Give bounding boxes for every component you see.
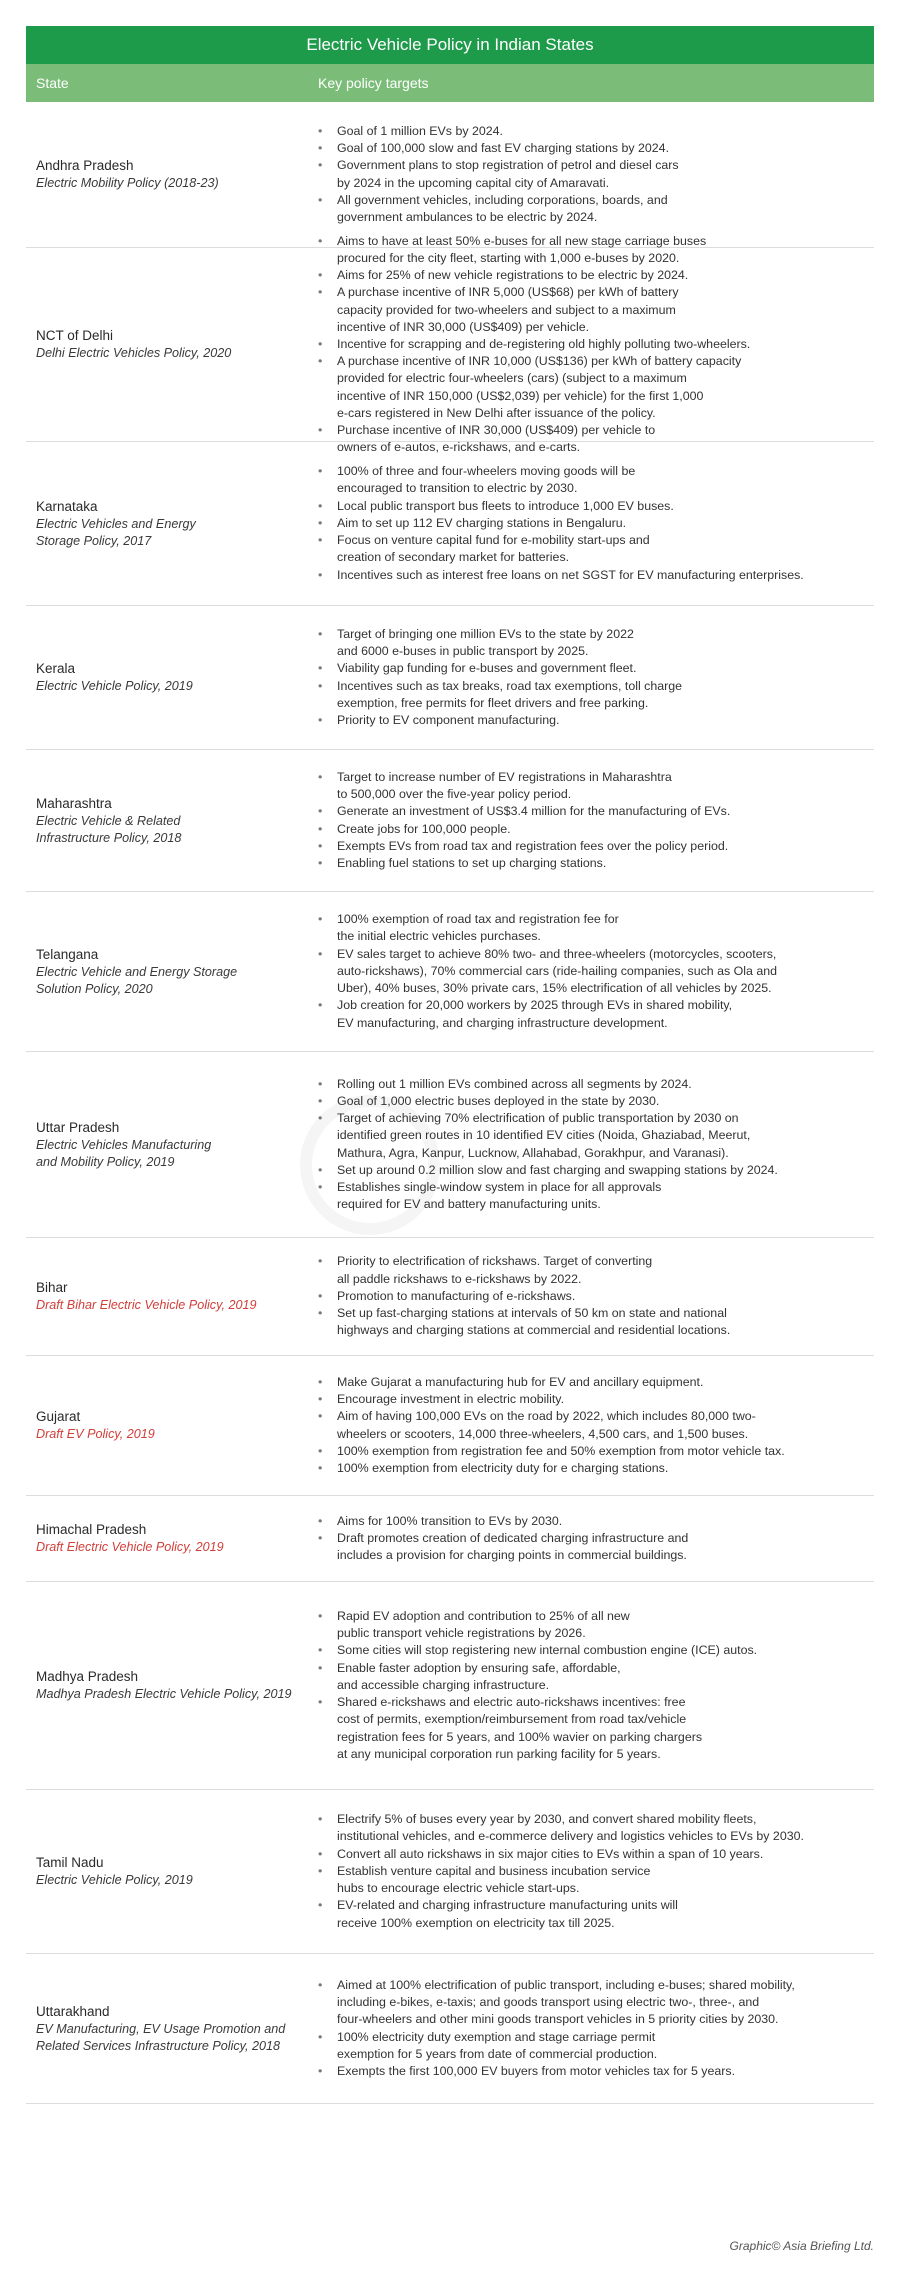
policy-target-item: • Local public transport bus fleets to introduce 1,000 EV buses.	[318, 498, 874, 515]
policy-name: Delhi Electric Vehicles Policy, 2020	[36, 346, 232, 360]
table-row	[26, 1356, 874, 1496]
state-cell	[26, 795, 318, 847]
policy-targets-list	[318, 463, 874, 583]
policy-name: Electric Vehicle and Energy Storage Solution Policy, 2020	[36, 964, 238, 996]
policy-name: Madhya Pradesh Electric Vehicle Policy, 2019	[36, 1687, 292, 1701]
table-row	[26, 892, 874, 1052]
table-header	[26, 64, 874, 102]
targets-column-header: Key policy targets	[318, 75, 429, 91]
policy-target-item: • Generate an investment of US$3.4 million for the manufacturing of EVs.	[318, 803, 874, 820]
table-row	[26, 442, 874, 606]
credit-text: Graphic© Asia Briefing Ltd.	[729, 2239, 874, 2253]
policy-target-item: • Job creation for 20,000 workers by 2025 through EVs in shared mobility, EV manufacturing, and charging infrastructure development.	[318, 997, 874, 1031]
state-cell	[26, 1408, 318, 1443]
state-name: Bihar	[36, 1280, 68, 1295]
policy-target-item: • Promotion to manufacturing of e-rickshaws.	[318, 1288, 874, 1305]
policy-target-item: • Create jobs for 100,000 people.	[318, 821, 874, 838]
table-row	[26, 1238, 874, 1356]
table-row	[26, 233, 874, 455]
policy-target-item: • Target of achieving 70% electrification of public transportation by 2030 on identified green routes in 10 identified EV cities (Noida, Ghaziabad, Meerut, Mathura, Agra, Kanpur, Lucknow, Allahabad, Gorakhpur, and Varanasi).	[318, 1110, 874, 1162]
policy-target-item: • Electrify 5% of buses every year by 2030, and convert shared mobility fleets, institutional vehicles, and e-commerce delivery and logistics vehicles to EVs by 2030.	[318, 1811, 874, 1845]
policy-target-item: • Goal of 1 million EVs by 2024.	[318, 123, 874, 140]
policy-targets-list	[318, 1076, 874, 1214]
policy-target-item: • Aim of having 100,000 EVs on the road by 2022, which includes 80,000 two- wheelers or scooters, 14,000 three-wheelers, 4,500 cars, and 1,500 buses.	[318, 1408, 874, 1442]
policy-target-item: • Encourage investment in electric mobility.	[318, 1391, 874, 1408]
table-row	[26, 102, 874, 248]
state-cell	[26, 1279, 318, 1314]
state-name: Telangana	[36, 946, 99, 962]
table-row	[26, 1954, 874, 2104]
policy-target-item: • Establish venture capital and business incubation service hubs to encourage electric vehicle start-ups.	[318, 1863, 874, 1897]
policy-target-item: • Focus on venture capital fund for e-mobility start-ups and creation of secondary market for batteries.	[318, 532, 874, 566]
state-name: Tamil Nadu	[36, 1855, 104, 1870]
policy-target-item: • EV sales target to achieve 80% two- and three-wheelers (motorcycles, scooters, auto-rickshaws), 70% commercial cars (ride-hailing companies, such as Ola and Uber), 40% buses, 30% private cars, 15% electrification of all vehicles by 2025.	[318, 946, 874, 998]
policy-name: Electric Vehicle & Related Infrastructure Policy, 2018	[36, 813, 182, 845]
policy-target-item: • Target to increase number of EV registrations in Maharashtra to 500,000 over the five-year policy period.	[318, 769, 874, 803]
policy-target-item: • Set up around 0.2 million slow and fast charging and swapping stations by 2024.	[318, 1162, 874, 1179]
state-name: Maharashtra	[36, 795, 112, 811]
policy-targets-list	[318, 1811, 874, 1931]
policy-target-item: • Target of bringing one million EVs to the state by 2022 and 6000 e-buses in public transport by 2025.	[318, 626, 874, 660]
policy-name: Electric Mobility Policy (2018-23)	[36, 176, 219, 190]
policy-target-item: • 100% exemption from electricity duty for e charging stations.	[318, 1460, 874, 1477]
state-column-header: State	[36, 75, 69, 91]
policy-targets-list	[318, 1608, 874, 1763]
state-name: Gujarat	[36, 1409, 81, 1424]
policy-target-item: • EV-related and charging infrastructure manufacturing units will receive 100% exemption on electricity tax till 2025.	[318, 1897, 874, 1931]
state-cell	[26, 660, 318, 695]
policy-targets-list	[318, 1513, 874, 1565]
policy-target-item: • Priority to EV component manufacturing.	[318, 712, 874, 729]
policy-target-item: • Exempts EVs from road tax and registration fees over the policy period.	[318, 838, 874, 855]
policy-target-item: • All government vehicles, including corporations, boards, and government ambulances to be electric by 2024.	[318, 192, 874, 226]
policy-name: Electric Vehicles and Energy Storage Policy, 2017	[36, 516, 196, 548]
state-name: Karnataka	[36, 498, 98, 514]
state-name: Himachal Pradesh	[36, 1522, 147, 1537]
policy-target-item: • Rolling out 1 million EVs combined across all segments by 2024.	[318, 1076, 874, 1093]
table-row	[26, 750, 874, 892]
state-name: Madhya Pradesh	[36, 1669, 139, 1684]
policy-targets-list	[318, 911, 874, 1031]
policy-target-item: • A purchase incentive of INR 10,000 (US$136) per kWh of battery capacity provided for electric four-wheelers (cars) (subject to a maximum incentive of INR 150,000 (US$2,039) per vehicle) for the first 1,000 e-cars registered in New Delhi after issuance of the policy.	[318, 353, 874, 422]
policy-target-item: • Incentives such as tax breaks, road tax exemptions, toll charge exemption, free permits for fleet drivers and free parking.	[318, 678, 874, 712]
policy-target-item: • Goal of 1,000 electric buses deployed in the state by 2030.	[318, 1093, 874, 1110]
table-row	[26, 1790, 874, 1954]
policy-targets-list	[318, 769, 874, 872]
policy-target-item: • Draft promotes creation of dedicated charging infrastructure and includes a provision for charging points in commercial buildings.	[318, 1530, 874, 1564]
state-name: Kerala	[36, 661, 76, 676]
policy-target-item: • Make Gujarat a manufacturing hub for EV and ancillary equipment.	[318, 1374, 874, 1391]
policy-target-item: • Convert all auto rickshaws in six major cities to EVs within a span of 10 years.	[318, 1846, 874, 1863]
policy-target-item: • Establishes single-window system in place for all approvals required for EV and battery manufacturing units.	[318, 1179, 874, 1213]
table-row	[26, 1052, 874, 1238]
state-cell	[26, 946, 318, 998]
policy-name: Electric Vehicle Policy, 2019	[36, 1873, 193, 1887]
policy-target-item: • Aims to have at least 50% e-buses for all new stage carriage buses procured for the city fleet, starting with 1,000 e-buses by 2020.	[318, 233, 874, 267]
policy-target-item: • Shared e-rickshaws and electric auto-rickshaws incentives: free cost of permits, exemption/reimbursement from road tax/vehicle registration fees for 5 years, and 100% wavier on parking chargers at any municipal corporation run parking facility for 5 years.	[318, 1694, 874, 1763]
table-row	[26, 1582, 874, 1790]
state-cell	[26, 1521, 318, 1556]
policy-target-item: • Set up fast-charging stations at intervals of 50 km on state and national highways and charging stations at commercial and residential locations.	[318, 1305, 874, 1339]
policy-target-item: • A purchase incentive of INR 5,000 (US$68) per kWh of battery capacity provided for two-wheelers and subject to a maximum incentive of INR 30,000 (US$409) per vehicle.	[318, 284, 874, 336]
policy-name: Electric Vehicles Manufacturing and Mobility Policy, 2019	[36, 1137, 212, 1169]
policy-target-item: • Viability gap funding for e-buses and government fleet.	[318, 660, 874, 677]
table-body	[26, 102, 874, 2104]
policy-name: Electric Vehicle Policy, 2019	[36, 679, 193, 693]
policy-target-item: • Goal of 100,000 slow and fast EV charging stations by 2024.	[318, 140, 874, 157]
policy-targets-list	[318, 233, 874, 457]
policy-target-item: • Aims for 25% of new vehicle registrations to be electric by 2024.	[318, 267, 874, 284]
policy-table	[26, 26, 874, 2104]
policy-target-item: • Enabling fuel stations to set up charging stations.	[318, 855, 874, 872]
state-cell	[26, 157, 318, 192]
state-cell	[26, 327, 318, 362]
policy-target-item: • 100% exemption of road tax and registration fee for the initial electric vehicles purchases.	[318, 911, 874, 945]
draft-policy-name: Draft EV Policy, 2019	[36, 1427, 155, 1441]
policy-target-item: • Incentives such as interest free loans on net SGST for EV manufacturing enterprises.	[318, 567, 874, 584]
state-cell	[26, 1854, 318, 1889]
policy-name: EV Manufacturing, EV Usage Promotion and Related Services Infrastructure Policy, 2018	[36, 2021, 286, 2053]
policy-target-item: • Some cities will stop registering new internal combustion engine (ICE) autos.	[318, 1642, 874, 1659]
policy-target-item: • Incentive for scrapping and de-registering old highly polluting two-wheelers.	[318, 336, 874, 353]
state-cell	[26, 498, 318, 550]
draft-policy-name: Draft Electric Vehicle Policy, 2019	[36, 1540, 224, 1554]
policy-target-item: • 100% of three and four-wheelers moving goods will be encouraged to transition to electric by 2030.	[318, 463, 874, 497]
policy-target-item: • Exempts the first 100,000 EV buyers from motor vehicles tax for 5 years.	[318, 2063, 874, 2080]
policy-targets-list	[318, 1253, 874, 1339]
policy-target-item: • Aimed at 100% electrification of public transport, including e-buses; shared mobility, including e-bikes, e-taxis; and goods transport using electric two-, three-, and four-wheelers and other mini goods transport vehicles in 5 priority cities by 2030.	[318, 1977, 874, 2029]
policy-target-item: • Purchase incentive of INR 30,000 (US$409) per vehicle to owners of e-autos, e-rickshaws, and e-carts.	[318, 422, 874, 456]
state-cell	[26, 1668, 318, 1703]
state-cell	[26, 1119, 318, 1171]
state-name: Uttarakhand	[36, 2003, 110, 2019]
policy-targets-list	[318, 1977, 874, 2080]
state-name: Uttar Pradesh	[36, 1119, 120, 1135]
policy-targets-list	[318, 626, 874, 729]
table-title: Electric Vehicle Policy in Indian States	[26, 26, 874, 64]
policy-targets-list	[318, 1374, 874, 1477]
state-name: Andhra Pradesh	[36, 158, 134, 173]
policy-target-item: • Aims for 100% transition to EVs by 2030.	[318, 1513, 874, 1530]
policy-target-item: • Government plans to stop registration of petrol and diesel cars by 2024 in the upcoming capital city of Amaravati.	[318, 157, 874, 191]
state-cell	[26, 2003, 318, 2055]
policy-target-item: • 100% electricity duty exemption and stage carriage permit exemption for 5 years from date of commercial production.	[318, 2029, 874, 2063]
table-row	[26, 1496, 874, 1582]
table-row	[26, 606, 874, 750]
state-name: NCT of Delhi	[36, 328, 114, 343]
policy-target-item: • Priority to electrification of rickshaws. Target of converting all paddle rickshaws to e-rickshaws by 2022.	[318, 1253, 874, 1287]
policy-target-item: • Enable faster adoption by ensuring safe, affordable, and accessible charging infrastructure.	[318, 1660, 874, 1694]
policy-target-item: • Aim to set up 112 EV charging stations in Bengaluru.	[318, 515, 874, 532]
policy-target-item: • Rapid EV adoption and contribution to 25% of all new public transport vehicle registrations by 2026.	[318, 1608, 874, 1642]
draft-policy-name: Draft Bihar Electric Vehicle Policy, 2019	[36, 1298, 257, 1312]
policy-targets-list	[318, 123, 874, 226]
policy-target-item: • 100% exemption from registration fee and 50% exemption from motor vehicle tax.	[318, 1443, 874, 1460]
